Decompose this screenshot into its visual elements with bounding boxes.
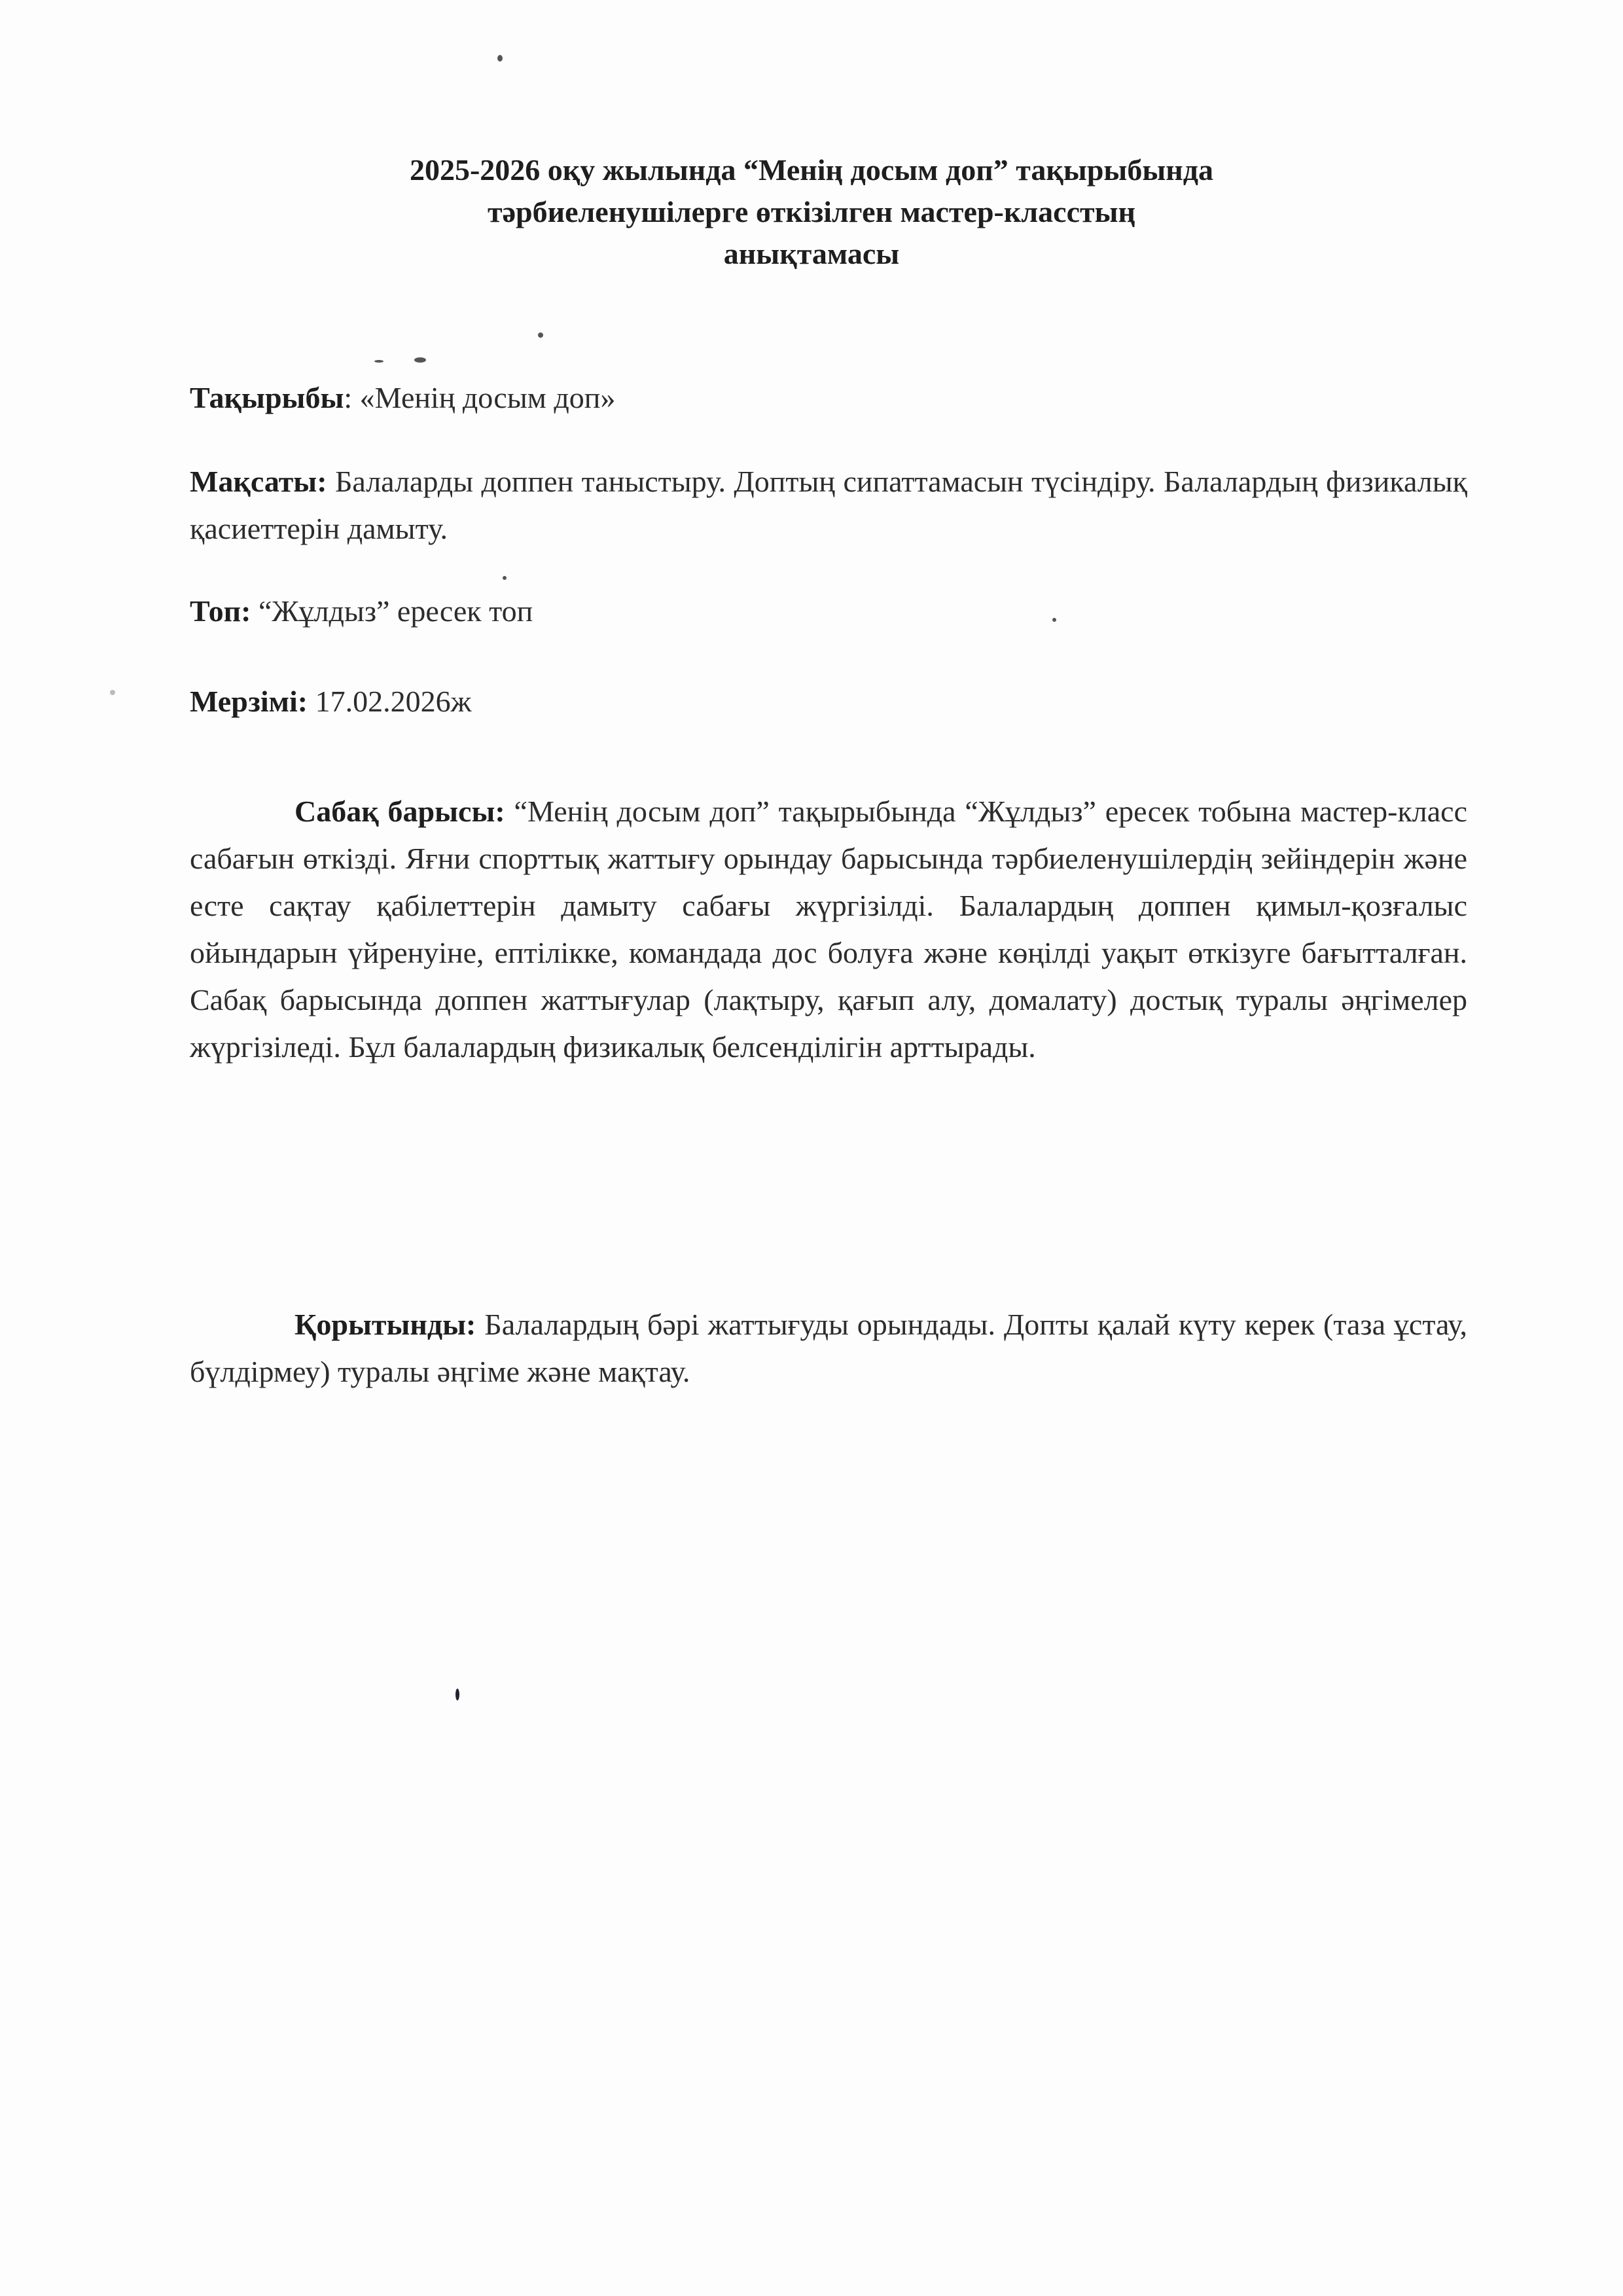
date-field — [190, 678, 1467, 725]
topic-value: : «Менің досым доп» — [344, 381, 616, 414]
scan-speck — [1052, 618, 1056, 622]
process-paragraph — [190, 788, 1467, 1071]
scan-speck — [497, 55, 503, 62]
scan-speck — [414, 357, 426, 363]
topic-label: Тақырыбы — [190, 381, 344, 414]
goal-field — [190, 458, 1467, 552]
group-field — [190, 588, 1467, 635]
topic-field — [190, 374, 1467, 422]
result-label: Қорытынды: — [294, 1308, 476, 1341]
goal-value: Балаларды доппен таныстыру. Доптың сипаттамасын түсіндіру. Балалардың физикалық қасиеттерін дамыту. — [190, 465, 1467, 545]
date-value: 17.02.2026ж — [308, 685, 472, 718]
goal-label: Мақсаты: — [190, 465, 327, 498]
document-title — [249, 149, 1374, 275]
date-label: Мерзімі: — [190, 685, 308, 718]
process-value: “Менің досым доп” тақырыбында “Жұлдыз” ересек тобына мастер-класс сабағын өткізді. Яғни спорттық жаттығу орындау барысында тәрбиеленушілердің зейіндерін және есте сақтау қабілеттерін дамыту сабағы жүргізілді. Балалардың доппен қимыл-қозғалыс ойындарын үйренуіне, ептілікке, командада дос болуға және көңілді уақыт өткізуге бағытталған. Сабақ барысында доппен жаттығулар (лақтыру, қағып алу, домалату) достық туралы әңгімелер жүргізіледі. Бұл балалардың физикалық белсенділігін арттырады. — [190, 795, 1467, 1064]
scan-speck — [538, 332, 543, 338]
group-value: “Жұлдыз” ересек топ — [251, 594, 533, 628]
title-line-3: анықтамасы — [723, 237, 900, 270]
process-label: Сабақ барысы: — [294, 795, 505, 828]
title-line-1: 2025-2026 оқу жылында “Менің досым доп” тақырыбында — [409, 153, 1214, 187]
scan-speck — [110, 690, 115, 695]
title-line-2: тәрбиеленушілерге өткізілген мастер-класстың — [487, 195, 1136, 228]
group-label: Топ: — [190, 594, 251, 628]
scan-speck — [374, 360, 383, 363]
scan-speck — [503, 576, 507, 580]
result-paragraph — [190, 1301, 1467, 1395]
result-value: Балалардың бәрі жаттығуды орындады. Допты қалай күту керек (таза ұстау, бүлдірмеу) туралы әңгіме және мақтау. — [190, 1308, 1467, 1388]
scan-speck — [455, 1689, 459, 1700]
